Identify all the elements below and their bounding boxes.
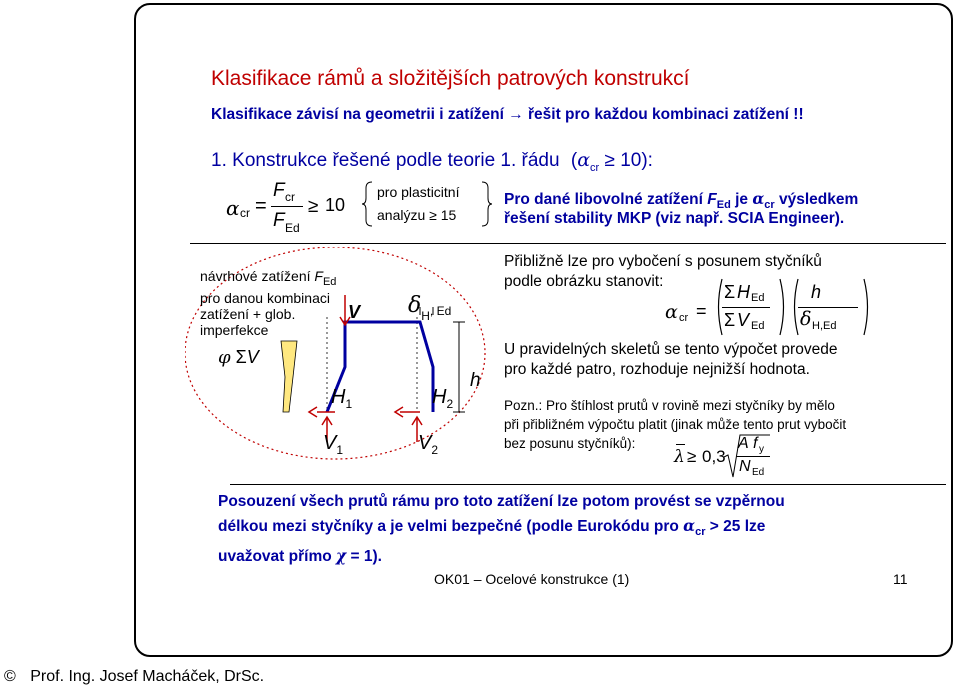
slide-title: Klasifikace rámů a složitějších patrových konstrukcí — [211, 67, 690, 90]
copyright: © Prof. Ing. Josef Macháček, DrSc. — [4, 668, 265, 685]
divider — [190, 243, 946, 244]
h2-label: $H_2$ — [432, 386, 454, 411]
v-top-label: V — [348, 302, 361, 322]
result-line-2: řešení stability MKP (viz např. SCIA Engineer). — [504, 210, 845, 227]
height-label: h — [470, 370, 481, 391]
v1-label: $V_1$ — [323, 432, 344, 457]
conclusion-text: Posouzení všech prutů rámu pro toto zatížení lze potom provést se vzpěrnou délkou mezi styčníky a je velmi bezpečné (podle Eurokódu pro $\alpha_{cr} > 25$ lze uvažovat přímo χ = 1). — [218, 493, 785, 566]
h1-label: $H_1$ — [331, 386, 353, 411]
footer-course: OK01 – Ocelové konstrukce (1) — [434, 571, 630, 587]
delta-h-ed-label: $\delta_H$, Ed — [408, 293, 452, 323]
v2-label: $V_2$ — [418, 432, 439, 457]
copyright-icon: © — [4, 668, 16, 685]
loads-text: návrhové zatížení $F_{Ed}$ pro danou kombinaci zatížení + glob. imperfekce — [200, 268, 337, 338]
section-1-heading: 1. Konstrukce řešené podle teorie 1. řádu $(\alpha_{cr} \ge 10)$: — [211, 149, 653, 174]
phi-sum-v: φ ΣV — [218, 347, 259, 368]
intro-text: Klasifikace závisí na geometrii i zatížení → řešit pro každou kombinaci zatížení !! — [211, 106, 804, 123]
result-line-1: Pro dané libovolné zatížení $F_{Ed}$ je $\alpha_{cr}$ výsledkem — [504, 189, 859, 212]
page-number: 11 — [893, 571, 908, 587]
note-text: Pozn.: Pro štíhlost prutů v rovině mezi styčníky by mělo při přibližném výpočtu platit (jinak může tento prut vybočit bez posunu styčníků): — [504, 398, 847, 451]
imperfection-shape — [281, 341, 297, 412]
approx-text: Přibližně lze pro vybočení s posunem styčníků podle obrázku stanovit: — [504, 253, 822, 290]
divider-bottom — [230, 484, 946, 485]
regular-text: U pravidelných skeletů se tento výpočet provede pro každé patro, rozhoduje nejnižší hodnota. — [504, 341, 838, 378]
